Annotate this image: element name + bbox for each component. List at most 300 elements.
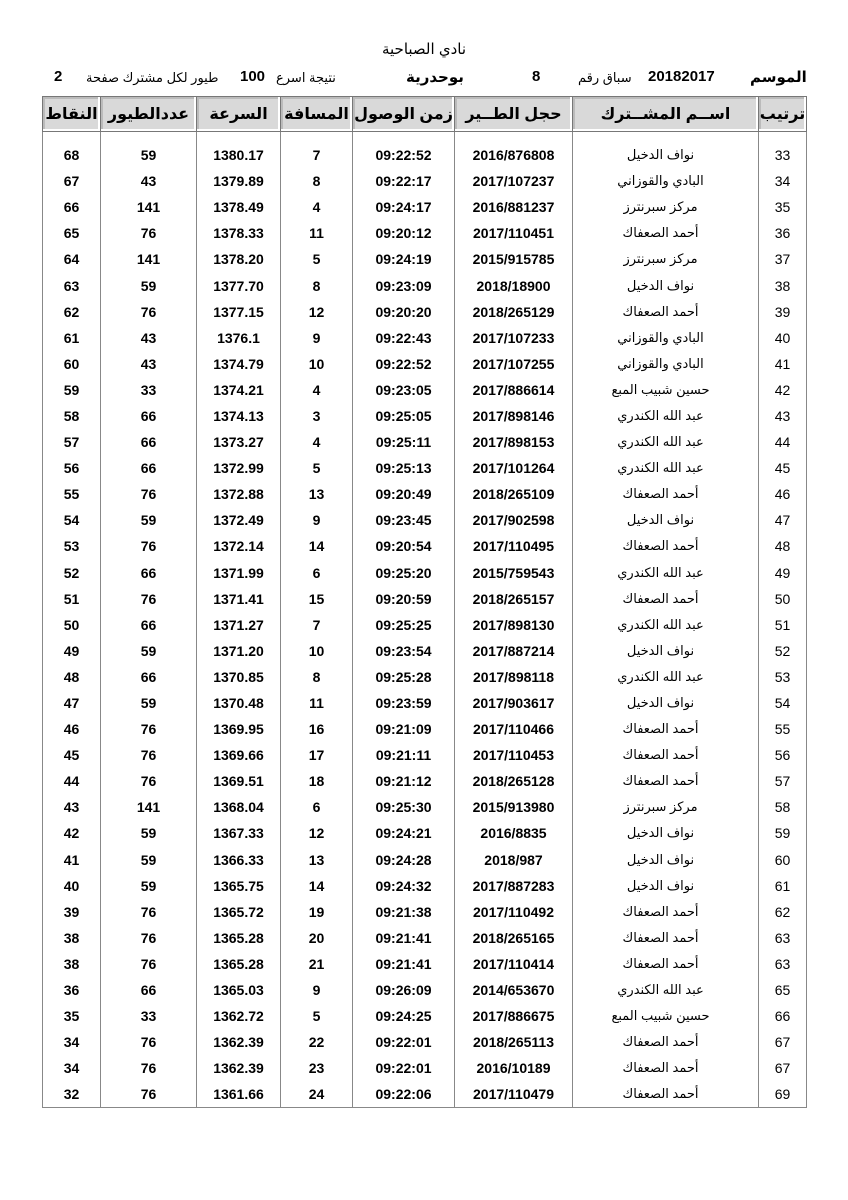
arrival-cell: 09:24:17: [353, 194, 455, 220]
ring-cell: 2017/110479: [455, 1081, 573, 1108]
birds-cell: 59: [101, 690, 197, 716]
distance-cell: 6: [281, 794, 353, 820]
ring-cell: 2018/265165: [455, 925, 573, 951]
participant-cell: مركز سبرنترز: [573, 246, 759, 272]
results-table: [42, 96, 807, 1108]
birds-cell: 59: [101, 142, 197, 168]
rank-cell: 63: [759, 925, 807, 951]
table-row: [43, 1055, 807, 1081]
distance-cell: 21: [281, 951, 353, 977]
speed-cell: 1362.39: [197, 1029, 281, 1055]
arrival-cell: 09:24:21: [353, 820, 455, 846]
participant-cell: أحمد الصعفاك: [573, 951, 759, 977]
participant-cell: البادي والقوزاني: [573, 168, 759, 194]
distance-cell: 17: [281, 742, 353, 768]
club-title: نادي الصباحية: [381, 41, 467, 58]
ring-cell: 2017/887283: [455, 873, 573, 899]
ring-cell: 2017/898153: [455, 429, 573, 455]
distance-cell: 4: [281, 377, 353, 403]
col-arrival: زمن الوصول: [353, 97, 455, 132]
distance-cell: 9: [281, 325, 353, 351]
rank-cell: 33: [759, 142, 807, 168]
rank-cell: 48: [759, 533, 807, 559]
points-cell: 60: [43, 351, 101, 377]
arrival-cell: 09:21:38: [353, 899, 455, 925]
distance-cell: 8: [281, 272, 353, 298]
speed-cell: 1365.03: [197, 977, 281, 1003]
participant-cell: أحمد الصعفاك: [573, 716, 759, 742]
points-cell: 43: [43, 794, 101, 820]
participant-cell: نواف الدخيل: [573, 873, 759, 899]
points-cell: 63: [43, 272, 101, 298]
participant-cell: مركز سبرنترز: [573, 794, 759, 820]
speed-cell: 1371.41: [197, 586, 281, 612]
participant-cell: نواف الدخيل: [573, 638, 759, 664]
table-row: [43, 586, 807, 612]
distance-cell: 18: [281, 768, 353, 794]
distance-cell: 8: [281, 168, 353, 194]
points-cell: 54: [43, 507, 101, 533]
table-row: [43, 664, 807, 690]
rank-cell: 58: [759, 794, 807, 820]
rank-cell: 61: [759, 873, 807, 899]
participant-cell: أحمد الصعفاك: [573, 299, 759, 325]
table-row: [43, 560, 807, 586]
ring-cell: 2018/265128: [455, 768, 573, 794]
birds-cell: 66: [101, 664, 197, 690]
race-location: بوحدرية: [406, 69, 464, 86]
rank-cell: 55: [759, 716, 807, 742]
birds-cell: 76: [101, 220, 197, 246]
points-cell: 32: [43, 1081, 101, 1108]
speed-cell: 1370.85: [197, 664, 281, 690]
table-row: [43, 142, 807, 168]
speed-cell: 1378.49: [197, 194, 281, 220]
participant-cell: أحمد الصعفاك: [573, 742, 759, 768]
speed-cell: 1372.88: [197, 481, 281, 507]
speed-cell: 1367.33: [197, 820, 281, 846]
points-cell: 45: [43, 742, 101, 768]
participant-cell: مركز سبرنترز: [573, 194, 759, 220]
ring-cell: 2017/898146: [455, 403, 573, 429]
rank-cell: 35: [759, 194, 807, 220]
points-cell: 59: [43, 377, 101, 403]
speed-cell: 1376.1: [197, 325, 281, 351]
race-number: 8: [532, 68, 541, 85]
points-cell: 47: [43, 690, 101, 716]
arrival-cell: 09:25:11: [353, 429, 455, 455]
result-count: 100: [240, 68, 266, 85]
rank-cell: 44: [759, 429, 807, 455]
rank-cell: 41: [759, 351, 807, 377]
ring-cell: 2017/107233: [455, 325, 573, 351]
arrival-cell: 09:23:54: [353, 638, 455, 664]
ring-cell: 2015/759543: [455, 560, 573, 586]
points-cell: 35: [43, 1003, 101, 1029]
rank-cell: 47: [759, 507, 807, 533]
rank-cell: 56: [759, 742, 807, 768]
ring-cell: 2017/110466: [455, 716, 573, 742]
arrival-cell: 09:22:52: [353, 351, 455, 377]
distance-cell: 16: [281, 716, 353, 742]
rank-cell: 42: [759, 377, 807, 403]
rank-cell: 34: [759, 168, 807, 194]
distance-cell: 7: [281, 612, 353, 638]
ring-cell: 2017/887214: [455, 638, 573, 664]
table-row: [43, 899, 807, 925]
distance-cell: 6: [281, 560, 353, 586]
rank-cell: 45: [759, 455, 807, 481]
ring-cell: 2016/876808: [455, 142, 573, 168]
page-number: 2: [54, 68, 63, 85]
arrival-cell: 09:20:12: [353, 220, 455, 246]
arrival-cell: 09:26:09: [353, 977, 455, 1003]
table-row: [43, 690, 807, 716]
distance-cell: 14: [281, 873, 353, 899]
birds-cell: 76: [101, 951, 197, 977]
table-row: [43, 1003, 807, 1029]
rank-cell: 40: [759, 325, 807, 351]
arrival-cell: 09:22:43: [353, 325, 455, 351]
distance-cell: 5: [281, 1003, 353, 1029]
rank-cell: 59: [759, 820, 807, 846]
ring-cell: 2017/110495: [455, 533, 573, 559]
table-row: [43, 977, 807, 1003]
ring-cell: 2017/110451: [455, 220, 573, 246]
speed-cell: 1366.33: [197, 847, 281, 873]
points-cell: 66: [43, 194, 101, 220]
speed-cell: 1371.20: [197, 638, 281, 664]
distance-cell: 12: [281, 299, 353, 325]
rank-cell: 53: [759, 664, 807, 690]
points-cell: 62: [43, 299, 101, 325]
arrival-cell: 09:21:41: [353, 951, 455, 977]
col-points: النقاط: [43, 97, 101, 132]
rank-cell: 51: [759, 612, 807, 638]
table-row: [43, 455, 807, 481]
speed-cell: 1371.99: [197, 560, 281, 586]
ring-cell: 2018/987: [455, 847, 573, 873]
distance-cell: 14: [281, 533, 353, 559]
arrival-cell: 09:25:13: [353, 455, 455, 481]
arrival-cell: 09:22:06: [353, 1081, 455, 1108]
birds-cell: 76: [101, 1055, 197, 1081]
points-cell: 38: [43, 925, 101, 951]
speed-cell: 1379.89: [197, 168, 281, 194]
table-row: [43, 1081, 807, 1108]
points-cell: 61: [43, 325, 101, 351]
birds-cell: 76: [101, 768, 197, 794]
col-ring: حجل الطــير: [455, 97, 573, 132]
birds-cell: 59: [101, 847, 197, 873]
speed-cell: 1365.72: [197, 899, 281, 925]
distance-cell: 24: [281, 1081, 353, 1108]
spacer-row: [43, 132, 807, 143]
speed-cell: 1378.20: [197, 246, 281, 272]
distance-cell: 13: [281, 481, 353, 507]
participant-cell: أحمد الصعفاك: [573, 533, 759, 559]
rank-cell: 36: [759, 220, 807, 246]
arrival-cell: 09:23:05: [353, 377, 455, 403]
distance-cell: 5: [281, 246, 353, 272]
arrival-cell: 09:25:25: [353, 612, 455, 638]
distance-cell: 10: [281, 638, 353, 664]
speed-cell: 1369.66: [197, 742, 281, 768]
ring-cell: 2018/265129: [455, 299, 573, 325]
points-cell: 39: [43, 899, 101, 925]
arrival-cell: 09:23:45: [353, 507, 455, 533]
rank-cell: 38: [759, 272, 807, 298]
ring-cell: 2018/265109: [455, 481, 573, 507]
birds-cell: 76: [101, 742, 197, 768]
arrival-cell: 09:22:01: [353, 1055, 455, 1081]
distance-cell: 4: [281, 194, 353, 220]
participant-cell: حسين شبيب المبع: [573, 1003, 759, 1029]
speed-cell: 1362.72: [197, 1003, 281, 1029]
birds-cell: 76: [101, 899, 197, 925]
participant-cell: أحمد الصعفاك: [573, 1055, 759, 1081]
ring-cell: 2017/902598: [455, 507, 573, 533]
ring-cell: 2015/915785: [455, 246, 573, 272]
rank-cell: 49: [759, 560, 807, 586]
result-label: نتيجة اسرع: [276, 70, 336, 85]
distance-cell: 10: [281, 351, 353, 377]
arrival-cell: 09:22:01: [353, 1029, 455, 1055]
speed-cell: 1365.75: [197, 873, 281, 899]
points-cell: 55: [43, 481, 101, 507]
points-cell: 40: [43, 873, 101, 899]
distance-cell: 19: [281, 899, 353, 925]
speed-cell: 1378.33: [197, 220, 281, 246]
speed-cell: 1374.21: [197, 377, 281, 403]
col-speed: السرعة: [197, 97, 281, 132]
participant-cell: أحمد الصعفاك: [573, 586, 759, 612]
points-cell: 48: [43, 664, 101, 690]
arrival-cell: 09:20:54: [353, 533, 455, 559]
rank-cell: 52: [759, 638, 807, 664]
arrival-cell: 09:20:20: [353, 299, 455, 325]
rank-cell: 60: [759, 847, 807, 873]
participant-cell: نواف الدخيل: [573, 820, 759, 846]
participant-cell: البادي والقوزاني: [573, 325, 759, 351]
table-row: [43, 246, 807, 272]
rank-cell: 39: [759, 299, 807, 325]
points-cell: 49: [43, 638, 101, 664]
table-row: [43, 168, 807, 194]
race-number-label: سباق رقم: [578, 70, 632, 85]
speed-cell: 1371.27: [197, 612, 281, 638]
points-cell: 68: [43, 142, 101, 168]
ring-cell: 2016/8835: [455, 820, 573, 846]
speed-cell: 1372.99: [197, 455, 281, 481]
rank-cell: 69: [759, 1081, 807, 1108]
header-row: [43, 97, 807, 132]
participant-cell: عبد الله الكندري: [573, 403, 759, 429]
distance-cell: 11: [281, 690, 353, 716]
points-cell: 53: [43, 533, 101, 559]
arrival-cell: 09:22:17: [353, 168, 455, 194]
birds-cell: 76: [101, 586, 197, 612]
birds-cell: 76: [101, 925, 197, 951]
distance-cell: 22: [281, 1029, 353, 1055]
speed-cell: 1369.51: [197, 768, 281, 794]
col-rank: ترتيب: [759, 97, 807, 132]
participant-cell: أحمد الصعفاك: [573, 925, 759, 951]
distance-cell: 3: [281, 403, 353, 429]
points-cell: 64: [43, 246, 101, 272]
points-cell: 67: [43, 168, 101, 194]
rank-cell: 54: [759, 690, 807, 716]
arrival-cell: 09:24:28: [353, 847, 455, 873]
speed-cell: 1377.15: [197, 299, 281, 325]
table-row: [43, 377, 807, 403]
rank-cell: 57: [759, 768, 807, 794]
birds-cell: 66: [101, 977, 197, 1003]
ring-cell: 2016/10189: [455, 1055, 573, 1081]
ring-cell: 2017/110453: [455, 742, 573, 768]
table-row: [43, 768, 807, 794]
points-cell: 41: [43, 847, 101, 873]
ring-cell: 2018/265157: [455, 586, 573, 612]
distance-cell: 11: [281, 220, 353, 246]
table-row: [43, 403, 807, 429]
birds-cell: 33: [101, 377, 197, 403]
ring-cell: 2018/18900: [455, 272, 573, 298]
table-row: [43, 716, 807, 742]
season-value: 20182017: [648, 68, 715, 85]
table-row: [43, 299, 807, 325]
birds-cell: 66: [101, 455, 197, 481]
rank-cell: 67: [759, 1029, 807, 1055]
table-row: [43, 794, 807, 820]
table-row: [43, 742, 807, 768]
ring-cell: 2018/265113: [455, 1029, 573, 1055]
arrival-cell: 09:25:28: [353, 664, 455, 690]
table-row: [43, 507, 807, 533]
birds-cell: 43: [101, 351, 197, 377]
distance-cell: 7: [281, 142, 353, 168]
table-row: [43, 951, 807, 977]
table-row: [43, 481, 807, 507]
rank-cell: 50: [759, 586, 807, 612]
rank-cell: 46: [759, 481, 807, 507]
arrival-cell: 09:21:11: [353, 742, 455, 768]
rank-cell: 43: [759, 403, 807, 429]
participant-cell: البادي والقوزاني: [573, 351, 759, 377]
speed-cell: 1362.39: [197, 1055, 281, 1081]
distance-cell: 5: [281, 455, 353, 481]
birds-cell: 66: [101, 403, 197, 429]
points-cell: 46: [43, 716, 101, 742]
points-cell: 34: [43, 1055, 101, 1081]
arrival-cell: 09:24:25: [353, 1003, 455, 1029]
table-row: [43, 925, 807, 951]
arrival-cell: 09:24:32: [353, 873, 455, 899]
speed-cell: 1369.95: [197, 716, 281, 742]
ring-cell: 2016/881237: [455, 194, 573, 220]
participant-cell: عبد الله الكندري: [573, 612, 759, 638]
speed-cell: 1361.66: [197, 1081, 281, 1108]
rank-cell: 62: [759, 899, 807, 925]
arrival-cell: 09:21:41: [353, 925, 455, 951]
birds-cell: 76: [101, 533, 197, 559]
arrival-cell: 09:25:05: [353, 403, 455, 429]
distance-cell: 9: [281, 977, 353, 1003]
arrival-cell: 09:23:09: [353, 272, 455, 298]
table-row: [43, 612, 807, 638]
race-info: [44, 68, 807, 92]
ring-cell: 2017/886614: [455, 377, 573, 403]
table-row: [43, 325, 807, 351]
ring-cell: 2017/110492: [455, 899, 573, 925]
table-row: [43, 220, 807, 246]
points-cell: 44: [43, 768, 101, 794]
ring-cell: 2017/110414: [455, 951, 573, 977]
birds-cell: 59: [101, 638, 197, 664]
arrival-cell: 09:20:49: [353, 481, 455, 507]
arrival-cell: 09:22:52: [353, 142, 455, 168]
col-distance: المسافة: [281, 97, 353, 132]
rank-cell: 37: [759, 246, 807, 272]
participant-cell: نواف الدخيل: [573, 847, 759, 873]
birds-cell: 76: [101, 1029, 197, 1055]
participant-cell: نواف الدخيل: [573, 272, 759, 298]
participant-cell: عبد الله الكندري: [573, 664, 759, 690]
points-cell: 42: [43, 820, 101, 846]
arrival-cell: 09:25:20: [353, 560, 455, 586]
distance-cell: 4: [281, 429, 353, 455]
table-row: [43, 873, 807, 899]
speed-cell: 1374.79: [197, 351, 281, 377]
points-cell: 65: [43, 220, 101, 246]
table-row: [43, 820, 807, 846]
ring-cell: 2017/101264: [455, 455, 573, 481]
arrival-cell: 09:25:30: [353, 794, 455, 820]
speed-cell: 1372.14: [197, 533, 281, 559]
participant-cell: عبد الله الكندري: [573, 977, 759, 1003]
distance-cell: 8: [281, 664, 353, 690]
season-label: الموسم: [750, 69, 807, 86]
birds-cell: 59: [101, 272, 197, 298]
ring-cell: 2017/903617: [455, 690, 573, 716]
col-participant: اســم المشــترك: [573, 97, 759, 132]
distance-cell: 13: [281, 847, 353, 873]
participant-cell: نواف الدخيل: [573, 142, 759, 168]
birds-per-participant-label: طيور لكل مشترك صفحة: [86, 70, 219, 85]
birds-cell: 66: [101, 612, 197, 638]
ring-cell: 2017/898130: [455, 612, 573, 638]
speed-cell: 1365.28: [197, 925, 281, 951]
table-row: [43, 533, 807, 559]
table-row: [43, 847, 807, 873]
table-row: [43, 638, 807, 664]
points-cell: 50: [43, 612, 101, 638]
rank-cell: 66: [759, 1003, 807, 1029]
distance-cell: 12: [281, 820, 353, 846]
points-cell: 38: [43, 951, 101, 977]
ring-cell: 2017/107237: [455, 168, 573, 194]
birds-cell: 66: [101, 429, 197, 455]
arrival-cell: 09:20:59: [353, 586, 455, 612]
points-cell: 36: [43, 977, 101, 1003]
participant-cell: نواف الدخيل: [573, 507, 759, 533]
speed-cell: 1368.04: [197, 794, 281, 820]
birds-cell: 76: [101, 1081, 197, 1108]
participant-cell: عبد الله الكندري: [573, 455, 759, 481]
birds-cell: 59: [101, 507, 197, 533]
participant-cell: أحمد الصعفاك: [573, 481, 759, 507]
participant-cell: أحمد الصعفاك: [573, 1081, 759, 1108]
